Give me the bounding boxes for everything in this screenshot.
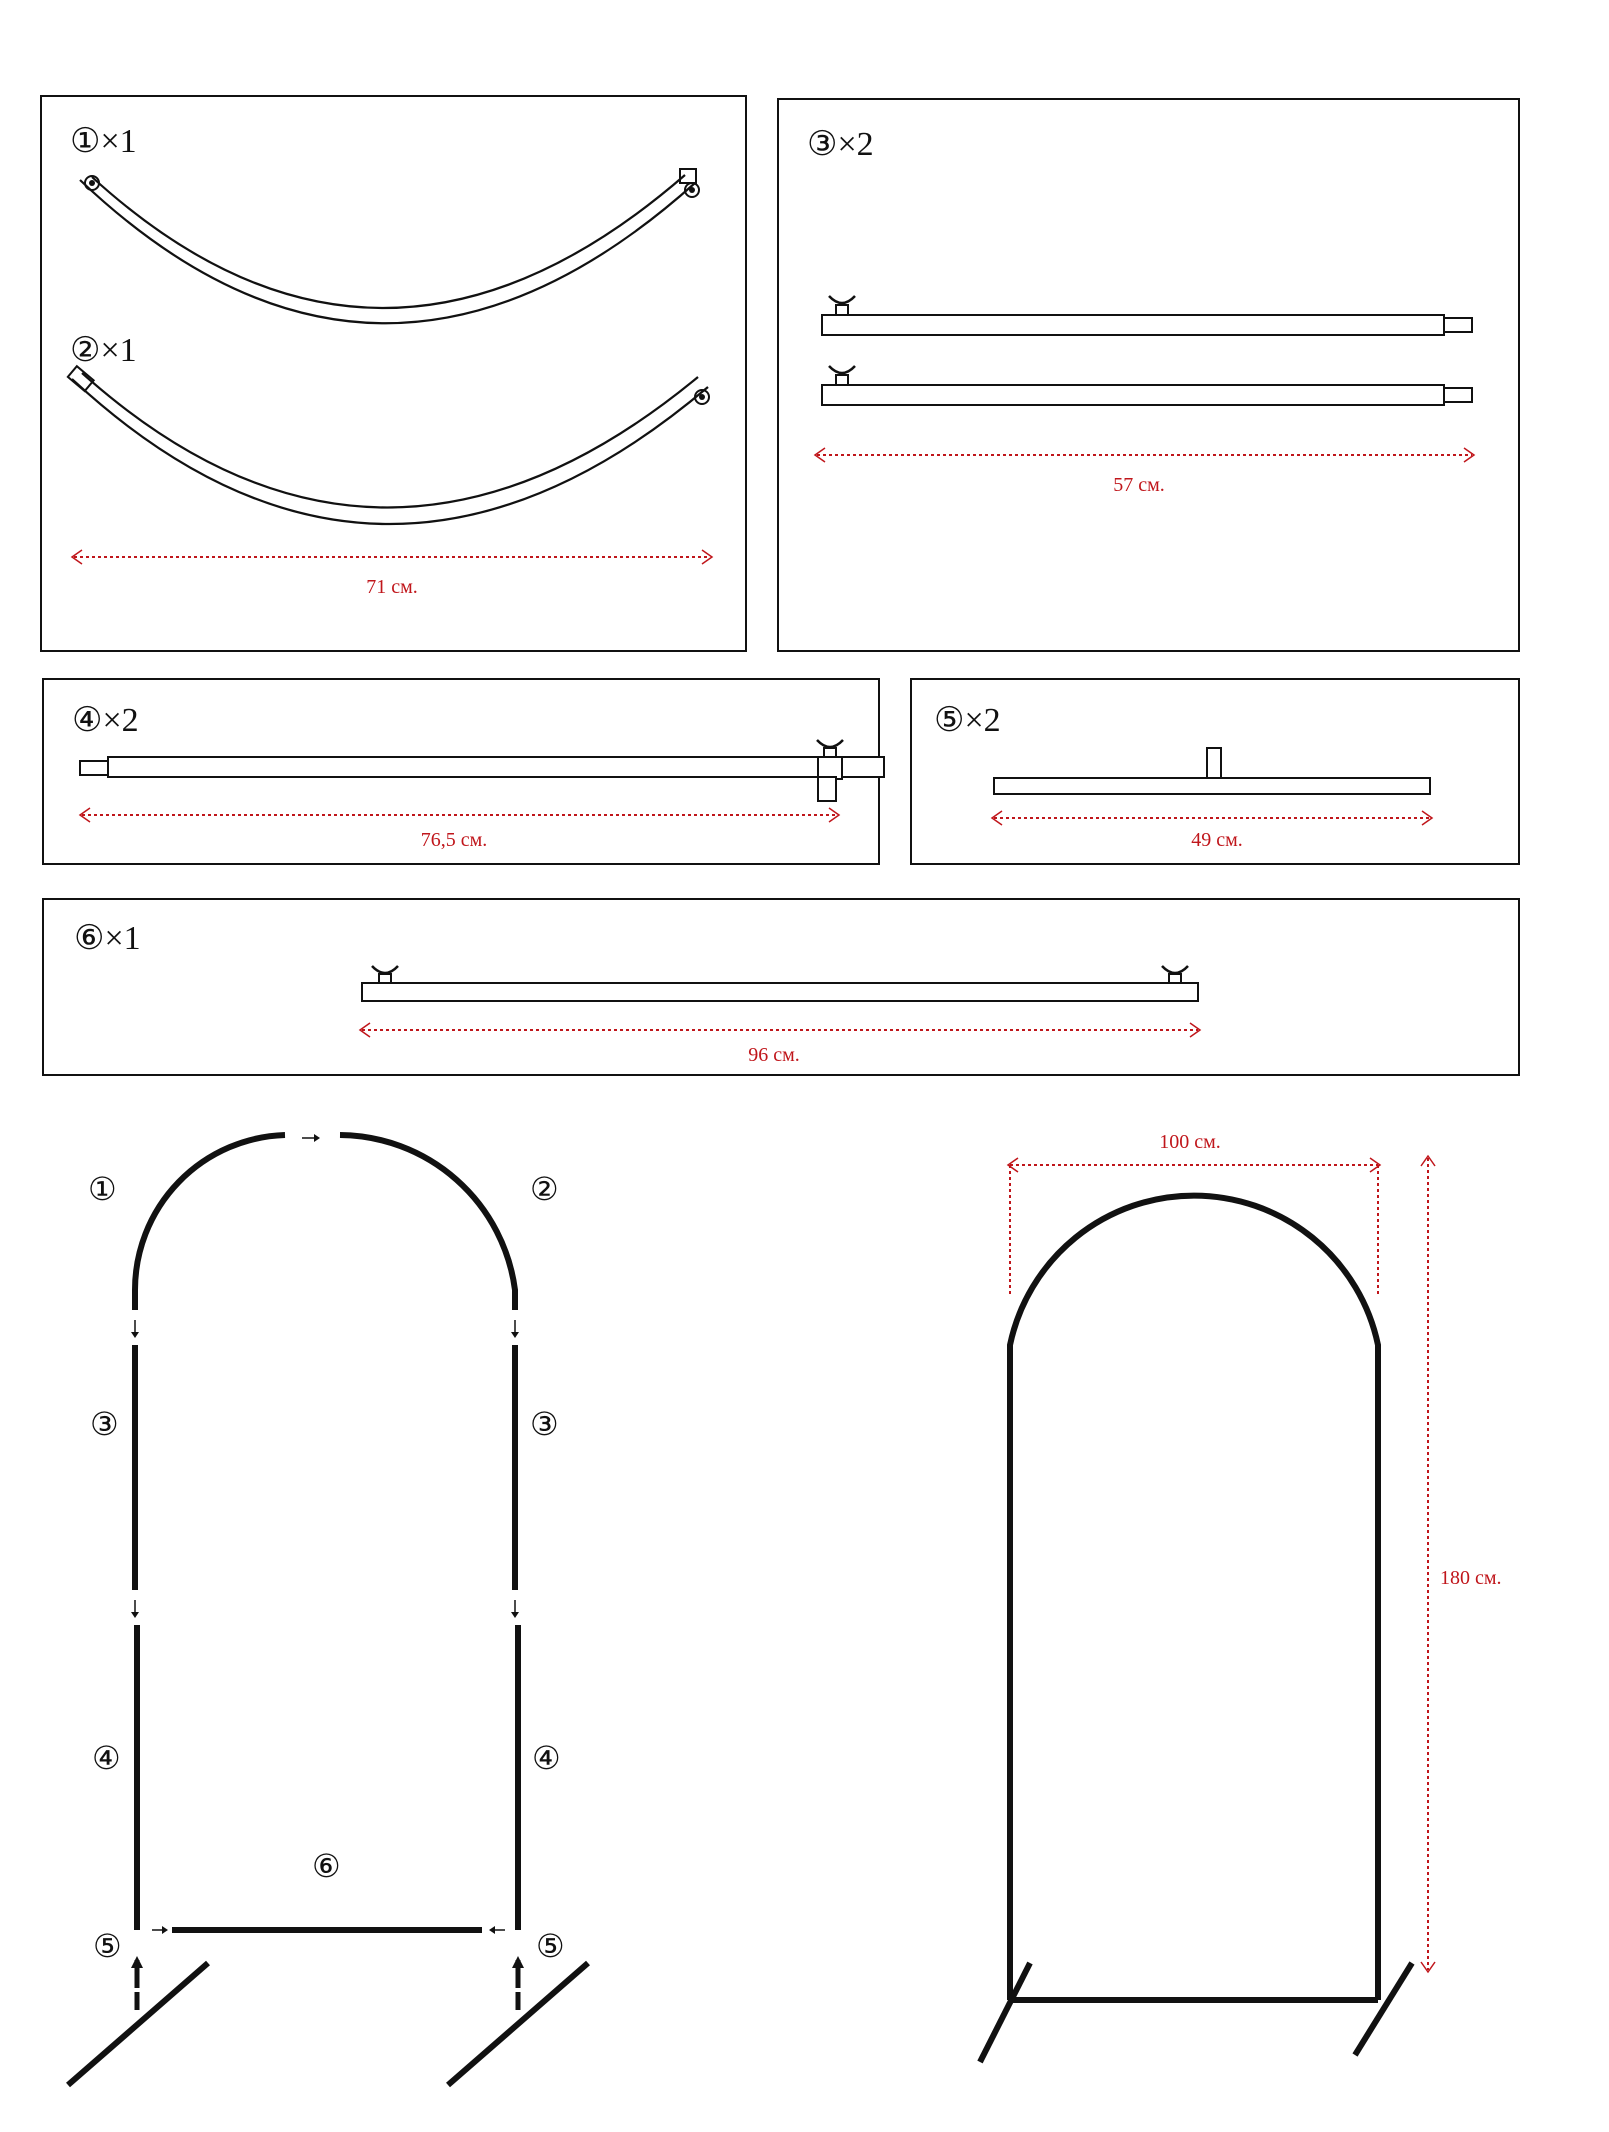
rod-part-3 [777, 98, 1520, 652]
assembly-label-4-right: ④ [532, 1740, 561, 1776]
assembly-label-3-right: ③ [530, 1406, 559, 1442]
dimension-96-label: 96 см. [748, 1044, 800, 1066]
part-5-label: ⑤×2 [934, 702, 1001, 739]
panel-part-3 [777, 98, 1520, 652]
assembly-label-1: ① [88, 1171, 117, 1207]
assembly-label-5-left: ⑤ [93, 1928, 122, 1964]
assembly-label-3-left: ③ [90, 1406, 119, 1442]
assembly-label-6: ⑥ [312, 1848, 341, 1884]
part-3-label: ③×2 [807, 126, 874, 163]
assembly-label-5-right: ⑤ [536, 1928, 565, 1964]
dimension-49-label: 49 см. [1191, 829, 1243, 851]
assembly-label-4-left: ④ [92, 1740, 121, 1776]
part-2-label: ②×1 [70, 332, 137, 369]
panel-part-1-2 [40, 95, 747, 652]
finished-width-label: 100 см. [1159, 1131, 1221, 1153]
panel-part-5 [910, 678, 1520, 865]
assembly-label-2: ② [530, 1171, 559, 1207]
dimension-71-label: 71 см. [366, 576, 418, 598]
panel-part-4 [42, 678, 880, 865]
panel-part-6 [42, 898, 1520, 1076]
dimension-line-71 [40, 95, 747, 652]
finished-arch [900, 1130, 1600, 2110]
dimension-57-label: 57 см. [1113, 474, 1165, 496]
part-6-label: ⑥×1 [74, 920, 141, 957]
finished-height-label: 180 см. [1440, 1567, 1502, 1589]
part-4-label: ④×2 [72, 702, 139, 739]
dimension-76-5-label: 76,5 см. [420, 829, 488, 851]
part-1-label: ①×1 [70, 123, 137, 160]
